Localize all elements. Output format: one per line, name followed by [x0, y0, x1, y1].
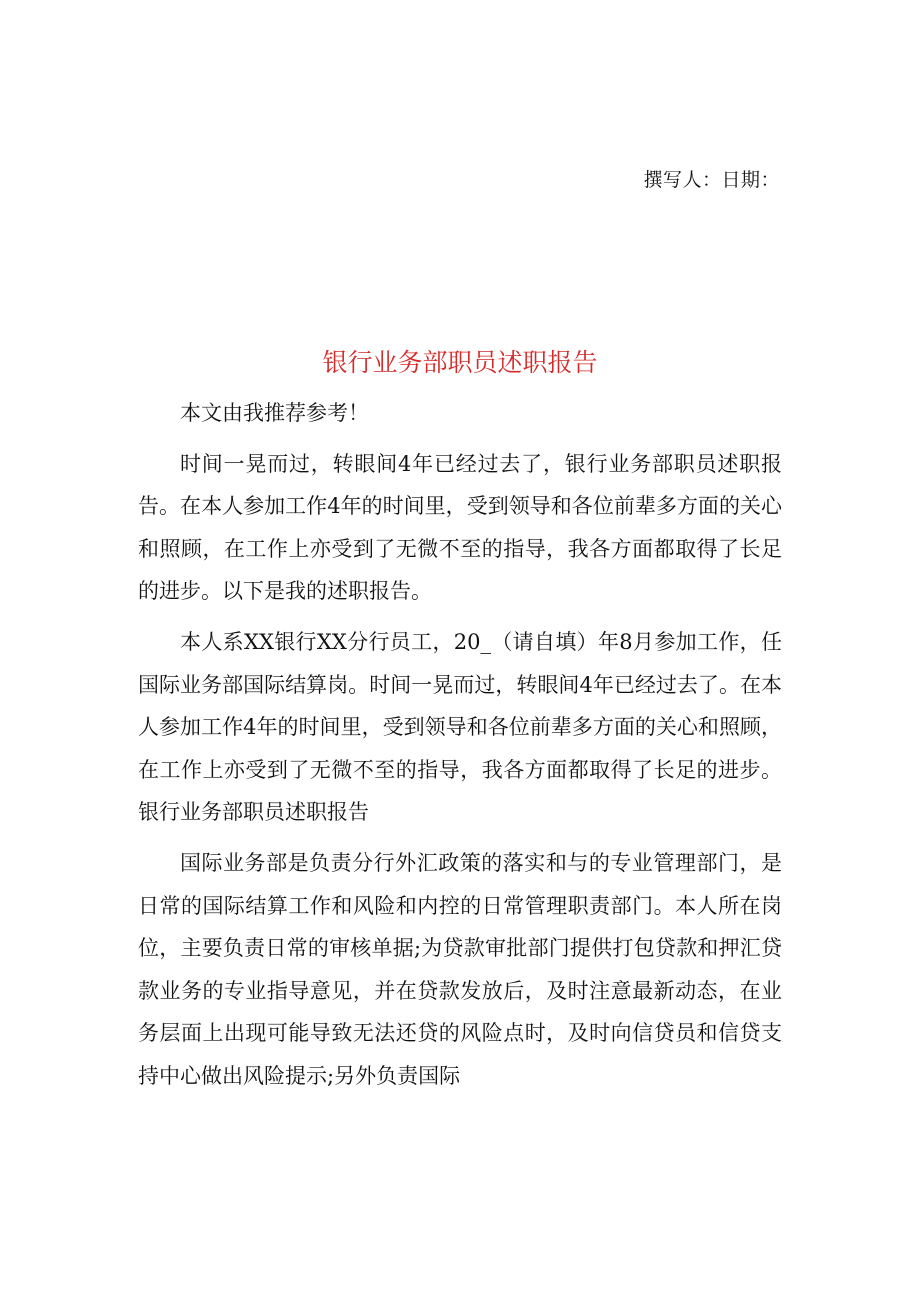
body-paragraph-3: 国际业务部是负责分行外汇政策的落实和与的专业管理部门，是日常的国际结算工作和风险和内控的日常管理职责部门。本人所在岗位，主要负责日常的审核单据;为贷款审批部门提供打包贷款和押汇贷款业务的专业指导意见，并在贷款发放后，及时注意最新动态，在业务层面上出现可能导致无法还贷的风险点时，及时向信贷员和信贷支持中心做出风险提示;另外负责国际	[138, 850, 782, 1088]
document-body	[138, 392, 782, 1106]
author-date-line: 撰写人：日期：	[643, 169, 780, 191]
body-paragraph-2: 本人系XX银行XX分行员工，20_（请自填）年8月参加工作，任国际业务部国际结算岗。时间一晃而过，转眼间4年已经过去了。在本人参加工作4年的时间里，受到领导和各位前辈多方面的关心和照顾，在工作上亦受到了无微不至的指导，我各方面都取得了长足的进步。银行业务部职员述职报告	[138, 629, 782, 825]
intro-paragraph: 本文由我推荐参考！	[180, 401, 369, 425]
body-paragraph-1: 时间一晃而过，转眼间4年已经过去了，银行业务部职员述职报告。在本人参加工作4年的时间里，受到领导和各位前辈多方面的关心和照顾，在工作上亦受到了无微不至的指导，我各方面都取得了长足的进步。以下是我的述职报告。	[138, 451, 782, 604]
document-title: 银行业务部职员述职报告	[322, 348, 598, 377]
